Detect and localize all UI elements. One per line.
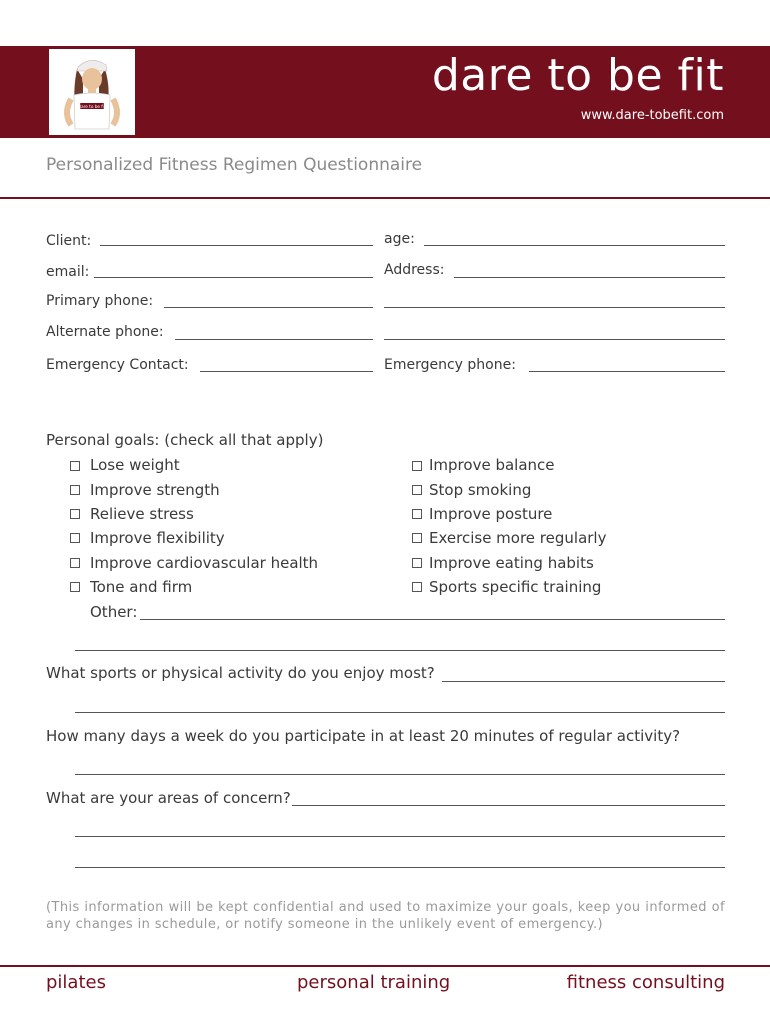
concern-answer-line-2[interactable] [75,836,725,837]
other-label: Other: [90,603,138,621]
goal-label: Stop smoking [429,481,532,499]
logo-illustration [49,49,135,135]
checkbox-tone-and-firm[interactable] [70,582,80,592]
goals-heading: Personal goals: (check all that apply) [46,431,324,449]
footer-divider [0,965,770,967]
footer-fitness-consulting: fitness consulting [566,972,725,993]
checkbox-improve-strength[interactable] [70,485,80,495]
checkbox-improve-flexibility[interactable] [70,533,80,543]
goal-label: Improve flexibility [90,529,225,547]
goal-label: Improve posture [429,505,553,523]
other-field-line-2[interactable] [75,650,725,651]
logo-shirt-text: dare to be fit [78,103,106,109]
address-line-3-field[interactable] [384,339,725,340]
goal-label: Improve balance [429,456,555,474]
checkbox-improve-posture[interactable] [412,509,422,519]
goal-label: Relieve stress [90,505,194,523]
concern-answer-field[interactable] [292,805,725,806]
goal-label: Exercise more regularly [429,529,607,547]
goal-label: Lose weight [90,456,180,474]
age-field[interactable] [424,245,725,246]
sports-answer-field[interactable] [442,681,725,682]
logo [46,46,138,138]
age-label: age: [384,231,415,247]
footer-personal-training: personal training [297,972,451,993]
primary-phone-field[interactable] [164,307,373,308]
address-line-2-field[interactable] [384,307,725,308]
emergency-contact-field[interactable] [200,371,373,372]
primary-phone-label: Primary phone: [46,293,154,309]
goal-label: Improve strength [90,481,220,499]
concern-question: What are your areas of concern? [46,789,291,807]
checkbox-improve-balance[interactable] [412,461,422,471]
goal-label: Improve eating habits [429,554,594,572]
client-label: Client: [46,233,92,249]
checkbox-stop-smoking[interactable] [412,485,422,495]
goal-label: Improve cardiovascular health [90,554,319,572]
brand-url[interactable]: www.dare-tobefit.com [580,108,724,123]
days-question: How many days a week do you participate in at least 20 minutes of regular activity? [46,727,681,745]
concern-answer-line-3[interactable] [75,867,725,868]
page-title: Personalized Fitness Regimen Questionnaire [46,155,423,175]
checkbox-lose-weight[interactable] [70,461,80,471]
checkbox-improve-cardiovascular-health[interactable] [70,558,80,568]
emergency-phone-field[interactable] [529,371,725,372]
emergency-contact-label: Emergency Contact: [46,357,189,373]
address-label: Address: [384,262,445,278]
email-field[interactable] [94,277,373,278]
other-field[interactable] [140,619,725,620]
sports-answer-line-2[interactable] [75,712,725,713]
days-answer-field[interactable] [75,774,725,775]
checkbox-exercise-more-regularly[interactable] [412,533,422,543]
footer-pilates: pilates [46,972,106,993]
address-field[interactable] [454,277,725,278]
goal-label: Tone and firm [90,578,193,596]
title-divider [0,197,770,199]
confidentiality-note: (This information will be kept confidential and used to maximize your goals, keep you informed of any changes in schedule, or notify someone in the unlikely event of emergency.) [46,900,725,932]
emergency-phone-label: Emergency phone: [384,357,516,373]
checkbox-sports-specific-training[interactable] [412,582,422,592]
brand-title: dare to be fit [431,50,724,101]
checkbox-relieve-stress[interactable] [70,509,80,519]
client-field[interactable] [100,245,373,246]
sports-question: What sports or physical activity do you enjoy most? [46,664,435,682]
alternate-phone-field[interactable] [175,339,373,340]
goal-label: Sports specific training [429,578,602,596]
alternate-phone-label: Alternate phone: [46,324,164,340]
checkbox-improve-eating-habits[interactable] [412,558,422,568]
email-label: email: [46,264,90,280]
